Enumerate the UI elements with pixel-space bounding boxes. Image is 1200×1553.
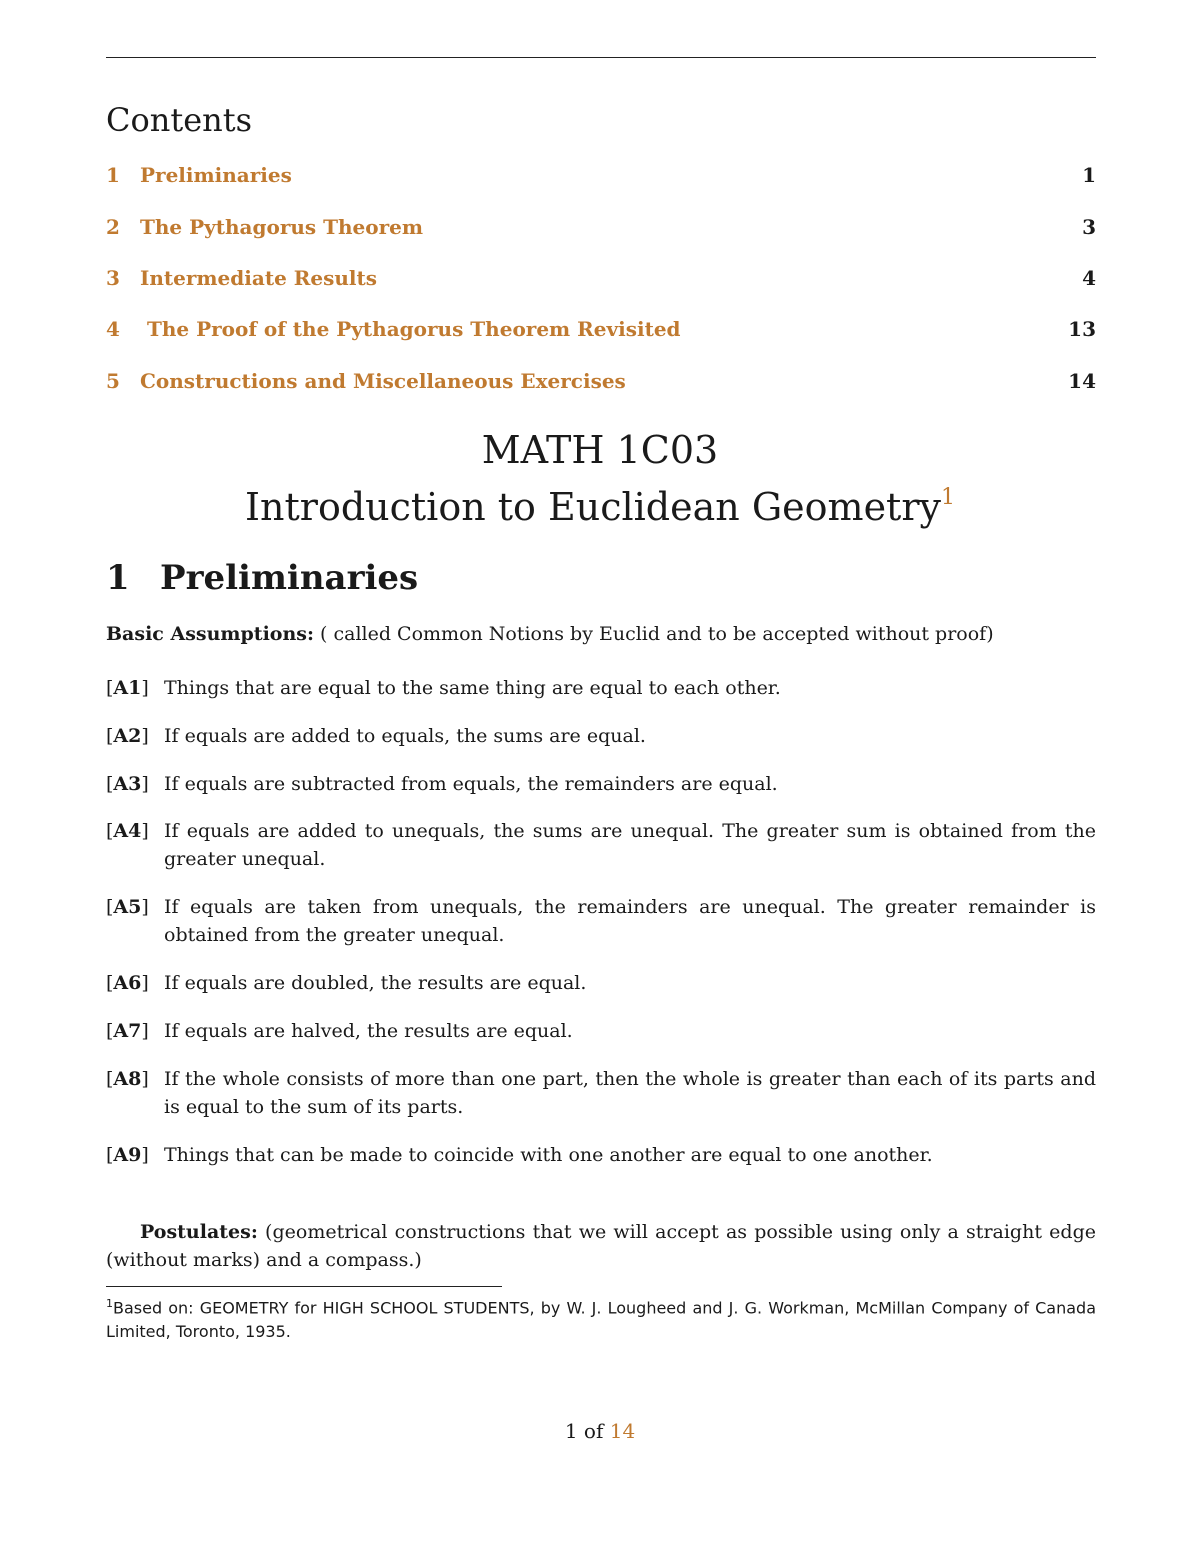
postulates-intro bbox=[106, 1218, 1096, 1274]
assumption-item bbox=[106, 817, 1096, 873]
toc-entry-page: 14 bbox=[1068, 369, 1096, 393]
toc-entry-title: Preliminaries bbox=[140, 163, 292, 187]
section-title: Preliminaries bbox=[160, 558, 419, 598]
assumption-id: A6 bbox=[113, 972, 142, 994]
toc-entry-preliminaries[interactable] bbox=[106, 160, 1096, 190]
assumption-label: [A3] bbox=[106, 773, 149, 795]
toc-entry-constructions[interactable] bbox=[106, 366, 1096, 396]
section-heading bbox=[106, 556, 418, 600]
assumption-text: If equals are halved, the results are equal. bbox=[164, 1020, 573, 1042]
assumption-item bbox=[106, 1141, 1096, 1169]
toc-entry-title: Intermediate Results bbox=[140, 266, 377, 290]
page-indicator bbox=[0, 1416, 1200, 1446]
assumption-text: If equals are subtracted from equals, the remainders are equal. bbox=[164, 773, 778, 795]
assumption-label: [A4] bbox=[106, 820, 149, 842]
assumption-label: [A7] bbox=[106, 1020, 149, 1042]
total-pages-link[interactable]: 14 bbox=[609, 1419, 636, 1443]
assumption-item bbox=[106, 770, 1096, 798]
toc-entry-page: 3 bbox=[1082, 215, 1096, 239]
header-rule bbox=[106, 57, 1096, 58]
assumption-text: If equals are added to unequals, the sums are unequal. The greater sum is obtained from the greater unequal. bbox=[164, 820, 1096, 870]
toc-entry-title: The Proof of the Pythagorus Theorem Revisited bbox=[140, 317, 681, 341]
contents-heading: Contents bbox=[106, 101, 253, 139]
toc-entry-number: 1 bbox=[106, 163, 120, 187]
assumption-id: A7 bbox=[113, 1020, 142, 1042]
footnote-mark: 1 bbox=[106, 1297, 113, 1310]
basic-assumptions-label: Basic Assumptions: bbox=[106, 623, 314, 645]
toc-entry-title: Constructions and Miscellaneous Exercises bbox=[140, 369, 626, 393]
toc-entry-pythagorus-theorem[interactable] bbox=[106, 212, 1096, 242]
assumption-id: A2 bbox=[113, 725, 142, 747]
toc-entry-proof-revisited[interactable] bbox=[106, 314, 1096, 344]
assumption-id: A4 bbox=[113, 820, 142, 842]
assumption-label: [A1] bbox=[106, 677, 149, 699]
basic-assumptions-text: ( called Common Notions by Euclid and to be accepted without proof) bbox=[314, 623, 994, 645]
course-code: MATH 1C03 bbox=[481, 428, 719, 472]
assumption-item bbox=[106, 722, 1096, 750]
postulates-text: (geometrical constructions that we will accept as possible using only a straight edge (without marks) and a compass.) bbox=[106, 1221, 1096, 1271]
assumption-id: A9 bbox=[113, 1144, 142, 1166]
assumption-label: [A8] bbox=[106, 1068, 149, 1090]
current-page: 1 bbox=[564, 1419, 578, 1443]
assumption-item bbox=[106, 674, 1096, 702]
footnote bbox=[106, 1292, 1096, 1344]
footnote-rule bbox=[106, 1286, 502, 1287]
toc-entry-page: 4 bbox=[1082, 266, 1096, 290]
assumption-text: If equals are added to equals, the sums are equal. bbox=[164, 725, 646, 747]
toc-entry-intermediate-results[interactable] bbox=[106, 263, 1096, 293]
assumption-text: If the whole consists of more than one part, then the whole is greater than each of its parts and is equal to the sum of its parts. bbox=[164, 1068, 1096, 1118]
assumption-label: [A5] bbox=[106, 896, 149, 918]
assumption-id: A3 bbox=[113, 773, 142, 795]
postulates-label: Postulates: bbox=[140, 1221, 258, 1243]
assumption-label: [A9] bbox=[106, 1144, 149, 1166]
assumption-text: If equals are taken from unequals, the remainders are unequal. The greater remainder is obtained from the greater unequal. bbox=[164, 896, 1096, 946]
assumption-item bbox=[106, 1065, 1096, 1121]
toc-entry-page: 1 bbox=[1082, 163, 1096, 187]
assumption-id: A5 bbox=[113, 896, 142, 918]
assumption-item bbox=[106, 969, 1096, 997]
assumption-text: If equals are doubled, the results are equal. bbox=[164, 972, 587, 994]
footnote-link[interactable]: 1 bbox=[940, 485, 955, 510]
assumption-label: [A2] bbox=[106, 725, 149, 747]
toc-entry-number: 2 bbox=[106, 215, 120, 239]
page-of: of bbox=[583, 1419, 604, 1443]
assumption-label: [A6] bbox=[106, 972, 149, 994]
toc-entry-number: 4 bbox=[106, 317, 120, 341]
assumption-text: Things that are equal to the same thing are equal to each other. bbox=[164, 677, 781, 699]
assumption-item bbox=[106, 893, 1096, 949]
section-number: 1 bbox=[106, 558, 130, 598]
footnote-text: Based on: GEOMETRY for HIGH SCHOOL STUDENTS, by W. J. Lougheed and J. G. Workman, McMillan Company of Canada Limited, Toronto, 1935. bbox=[106, 1298, 1096, 1342]
basic-assumptions-intro bbox=[106, 620, 1096, 648]
toc-entry-page: 13 bbox=[1068, 317, 1096, 341]
toc-entry-title: The Pythagorus Theorem bbox=[140, 215, 424, 239]
document-title bbox=[0, 474, 1200, 531]
assumption-item bbox=[106, 1017, 1096, 1045]
toc-entry-number: 3 bbox=[106, 266, 120, 290]
document-title-text: Introduction to Euclidean Geometry bbox=[245, 485, 941, 529]
assumption-id: A1 bbox=[113, 677, 142, 699]
assumption-text: Things that can be made to coincide with one another are equal to one another. bbox=[164, 1144, 933, 1166]
assumption-id: A8 bbox=[113, 1068, 142, 1090]
toc-entry-number: 5 bbox=[106, 369, 120, 393]
